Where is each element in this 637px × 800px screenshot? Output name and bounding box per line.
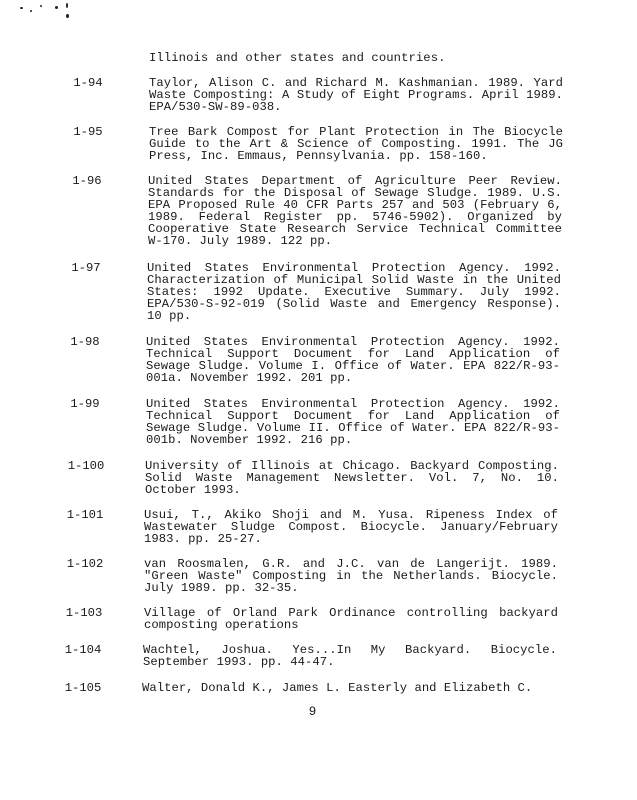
reference-text: Usui, T., Akiko Shoji and M. Yusa. Ripeness Index of Wastewater Sludge Compost. Biocycle. January/February 1983. pp. 25-27. — [144, 508, 558, 546]
reference-number: 1-102 — [66, 557, 104, 571]
page-number: 9 — [308, 705, 317, 719]
reference-number: 1-94 — [73, 76, 103, 90]
reference-text: University of Illinois at Chicago. Backyard Composting. Solid Waste Management Newsletter. Vol. 7, No. 10. October 1993. — [145, 459, 559, 497]
reference-number: 1-103 — [65, 606, 103, 620]
continuation-line: Illinois and other states and countries. — [149, 51, 446, 65]
reference-text: United States Environmental Protection Agency. 1992. Technical Support Document for Land Application of Sewage Sludge. Volume II. Office of Water. EPA 822/R-93-001b. November 1992. 216 pp. — [146, 397, 560, 447]
reference-number: 1-98 — [70, 335, 100, 349]
reference-text: United States Department of Agriculture Peer Review. Standards for the Disposal of Sewage Sludge. 1989. U.S. EPA Proposed Rule 40 CFR Parts 257 and 503 (February 6, 1989. Federal Register pp. 5746-5902). Organized by Cooperative State Research Service Technical Committee W-170. July 1989. 122 pp. — [148, 174, 562, 248]
reference-number: 1-97 — [71, 261, 101, 275]
reference-text: van Roosmalen, G.R. and J.C. van de Langerijt. 1989. "Green Waste" Composting in the Netherlands. Biocycle. July 1989. pp. 32-35. — [144, 557, 558, 595]
reference-number: 1-100 — [67, 459, 105, 473]
reference-number: 1-99 — [70, 397, 100, 411]
reference-text: United States Environmental Protection Agency. 1992. Characterization of Municipal Solid Waste in the United States: 1992 Update. Executive Summary. July 1992. EPA/530-S-92-019 (Solid Waste and Emergency Response). 10 pp. — [147, 261, 561, 323]
reference-number: 1-101 — [66, 508, 104, 522]
reference-text: Wachtel, Joshua. Yes...In My Backyard. Biocycle. September 1993. pp. 44-47. — [143, 643, 557, 669]
reference-text: Walter, Donald K., James L. Easterly and Elizabeth C. — [142, 681, 533, 695]
scan-specks — [18, 2, 78, 24]
reference-text: Tree Bark Compost for Plant Protection in The Biocycle Guide to the Art & Science of Composting. 1991. The JG Press, Inc. Emmaus, Pennsylvania. pp. 158-160. — [149, 125, 563, 163]
reference-text: Village of Orland Park Ordinance controlling backyard composting operations — [144, 606, 558, 632]
reference-number: 1-95 — [73, 125, 103, 139]
reference-text: United States Environmental Protection Agency. 1992. Technical Support Document for Land Application of Sewage Sludge. Volume I. Office of Water. EPA 822/R-93-001a. November 1992. 201 pp. — [146, 335, 560, 385]
reference-number: 1-105 — [64, 681, 102, 695]
reference-text: Taylor, Alison C. and Richard M. Kashmanian. 1989. Yard Waste Composting: A Study of Eight Programs. April 1989. EPA/530-SW-89-038. — [149, 76, 563, 114]
reference-number: 1-96 — [72, 174, 102, 188]
reference-number: 1-104 — [64, 643, 102, 657]
